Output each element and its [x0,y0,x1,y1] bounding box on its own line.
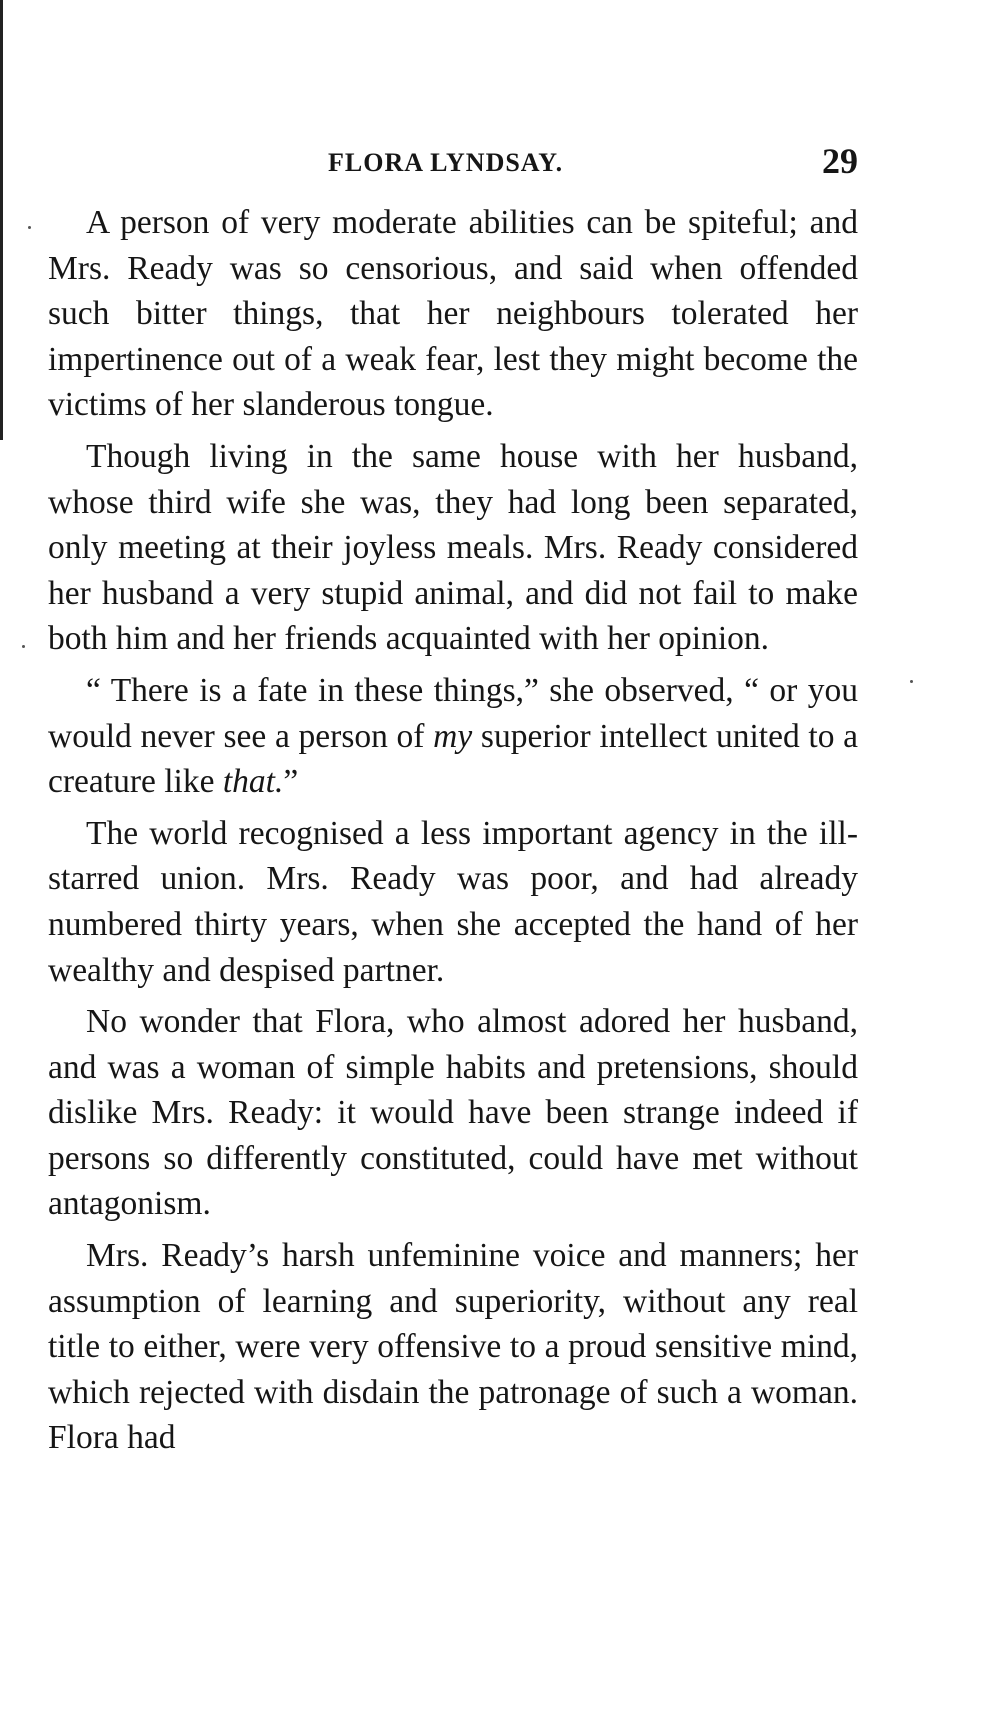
paper-speck [22,645,25,648]
paragraph-quote [48,668,858,805]
page-header [48,141,858,188]
paragraph-2: Though living in the same house with her husband, whose third wife she was, they had long been separated, only meeting at their joyless meals. Mrs. Ready considered her husband a very stupid animal, and did not fail to make both him and her friends acquainted with her opinion. [48,437,858,658]
quote-text-1: “ There is a fate in these things,” she observed, “ or you would never see a person of [48,671,858,755]
quote-emphasis-that: that. [222,763,284,801]
paragraph-4: No wonder that Flora, who almost adored her husband, and was a woman of simple habits and pretensions, should dislike Mrs. Ready: it would have been strange indeed if persons so differently constituted, could have met without antagonism. [48,1003,858,1223]
paper-speck [910,680,913,683]
quote-text-2: superior intellect united to a creature like [48,717,858,801]
paragraph-3: The world recognised a less important agency in the ill-starred union. Mrs. Ready was poor, and had already numbered thirty years, when she accepted the hand of her wealthy and despised partner. [48,814,858,989]
paragraph-5: Mrs. Ready’s harsh unfeminine voice and manners; her assumption of learning and superiority, without any real title to either, were very offensive to a proud sensitive mind, which rejected with disdain the patronage of such a woman. Flora had [48,1237,858,1457]
page-edge-border [0,0,3,440]
body-text [48,200,858,1467]
paragraph-1: A person of very moderate abilities can be spiteful; and Mrs. Ready was so censorious, and said when offended such bitter things, that her neighbours tolerated her impertinence out of a weak fear, lest they might become the victims of her slanderous tongue. [48,204,858,424]
page-number: 29 [822,141,858,181]
quote-emphasis-my: my [433,717,473,755]
running-title: FLORA LYNDSAY. [328,148,564,177]
paper-speck [28,226,31,229]
quote-text-3: ” [283,763,299,801]
